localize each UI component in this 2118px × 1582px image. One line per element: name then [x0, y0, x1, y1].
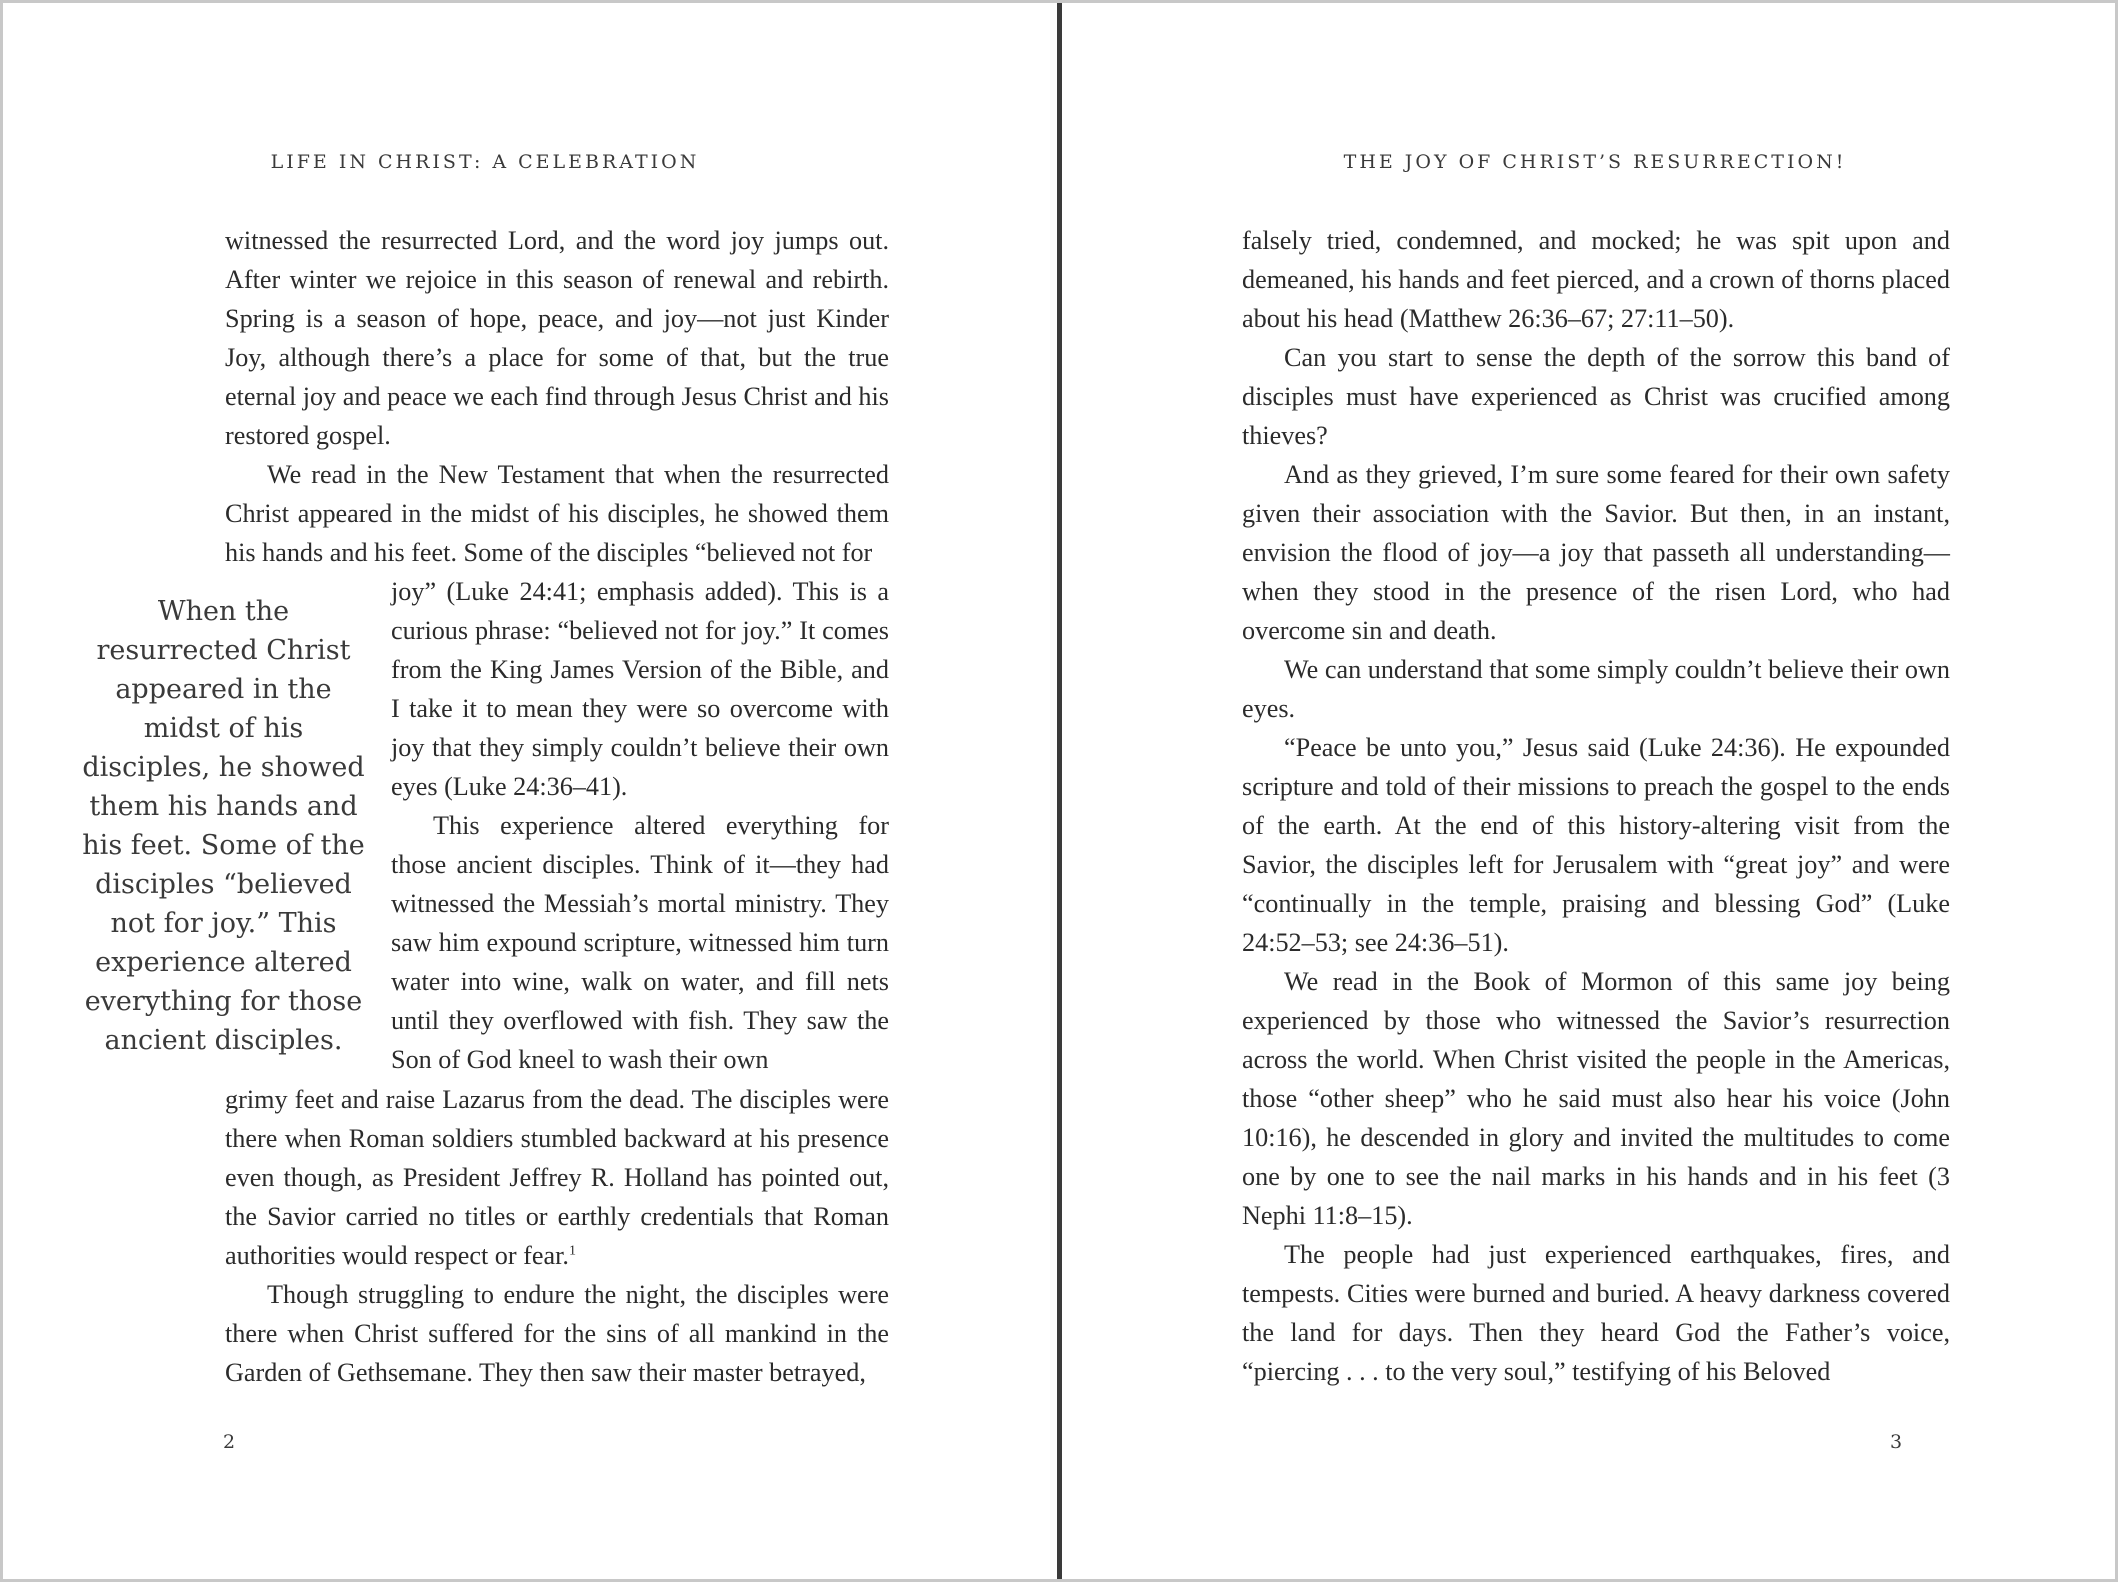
left-page — [3, 3, 1060, 1579]
paragraph: We read in the New Testament that when the resurrected Christ appeared in the midst of his disciples, he showed them his hands and his feet. Some of the disciples “believed not for — [225, 460, 889, 567]
running-head-left: LIFE IN CHRIST: A CELEBRATION — [270, 151, 700, 173]
paragraph: And as they grieved, I’m sure some feared for their own safety given their association with the Savior. But then, in an instant, envision the flood of joy—a joy that passeth all understanding—when they stood in the presence of the risen Lord, who had overcome sin and death. — [1242, 460, 1950, 645]
paragraph: Can you start to sense the depth of the sorrow this band of disciples must have experienced as Christ was crucified among thieves? — [1242, 343, 1950, 450]
page-number-left: 2 — [223, 1431, 236, 1453]
paragraph: falsely tried, condemned, and mocked; he was spit upon and demeaned, his hands and feet pierced, and a crown of thorns placed about his head (Matthew 26:36–67; 27:11–50). — [1242, 226, 1950, 333]
book-spine-divider — [1057, 3, 1062, 1579]
paragraph: This experience altered everything for those ancient disciples. Think of it—they had witnessed the Messiah’s mortal ministry. They saw him expound scripture, witnessed him turn water into wine, walk on water, and fill nets until they overflowed with fish. They saw the Son of God kneel to wash their own — [391, 811, 889, 1074]
paragraph — [225, 1080, 889, 1275]
left-column-text — [391, 572, 889, 1079]
running-head-right: THE JOY OF CHRIST’S RESURRECTION! — [1343, 151, 1847, 173]
paragraph: Though struggling to endure the night, the disciples were there when Christ suffered for the sins of all mankind in the Garden of Gethsemane. They then saw their master betrayed, — [225, 1280, 889, 1387]
paragraph: We can understand that some simply couldn’t believe their own eyes. — [1242, 655, 1950, 723]
paragraph: We read in the Book of Mormon of this same joy being experienced by those who witnessed the Savior’s resurrection across the world. When Christ visited the people in the Americas, those “other sheep” who he said must also hear his voice (John 10:16), he descended in glory and invited the multitudes to come one by one to see the nail marks in his hands and in his feet (3 Nephi 11:8–15). — [1242, 967, 1950, 1230]
left-bottom-text — [225, 1080, 889, 1392]
paragraph: “Peace be unto you,” Jesus said (Luke 24:36). He expounded scripture and told of their missions to preach the gospel to the ends of the earth. At the end of this history-altering visit from the Savior, the disciples left for Jerusalem with “great joy” and were “continually in the temple, praising and blessing God” (Luke 24:52–53; see 24:36–51). — [1242, 733, 1950, 957]
footnote-marker[interactable]: 1 — [568, 1243, 576, 1259]
paragraph: witnessed the resurrected Lord, and the word joy jumps out. After winter we rejoice in this season of renewal and rebirth. Spring is a season of hope, peace, and joy—not just Kinder Joy, although there’s a place for some of that, but the true eternal joy and peace we each find through Jesus Christ and his restored gospel. — [225, 226, 889, 450]
right-page — [1065, 3, 2115, 1579]
paragraph: The people had just experienced earthquakes, fires, and tempests. Cities were burned and buried. A heavy darkness covered the land for days. Then they heard God the Father’s voice, “piercing . . . to the very soul,” testifying of his Beloved — [1242, 1240, 1950, 1386]
paragraph-text: grimy feet and raise Lazarus from the dead. The disciples were there when Roman soldiers stumbled backward at his presence even though, as President Jeffrey R. Holland has pointed out, the Savior carried no titles or earthly credentials that Roman authorities would respect or fear. — [225, 1085, 889, 1270]
right-main-text — [1242, 221, 1950, 1391]
pull-quote: When the resurrected Christ appeared in the midst of his disciples, he showed them his hands and his feet. Some of the disciples “believed not for joy.” This experience altered everything for those ancient disciples. — [82, 596, 365, 1056]
page-number-right: 3 — [1890, 1431, 1903, 1453]
paragraph: joy” (Luke 24:41; emphasis added). This is a curious phrase: “believed not for joy.” It comes from the King James Version of the Bible, and I take it to mean they were so overcome with joy that they simply couldn’t believe their own eyes (Luke 24:36–41). — [391, 577, 889, 801]
left-top-text — [225, 221, 889, 572]
